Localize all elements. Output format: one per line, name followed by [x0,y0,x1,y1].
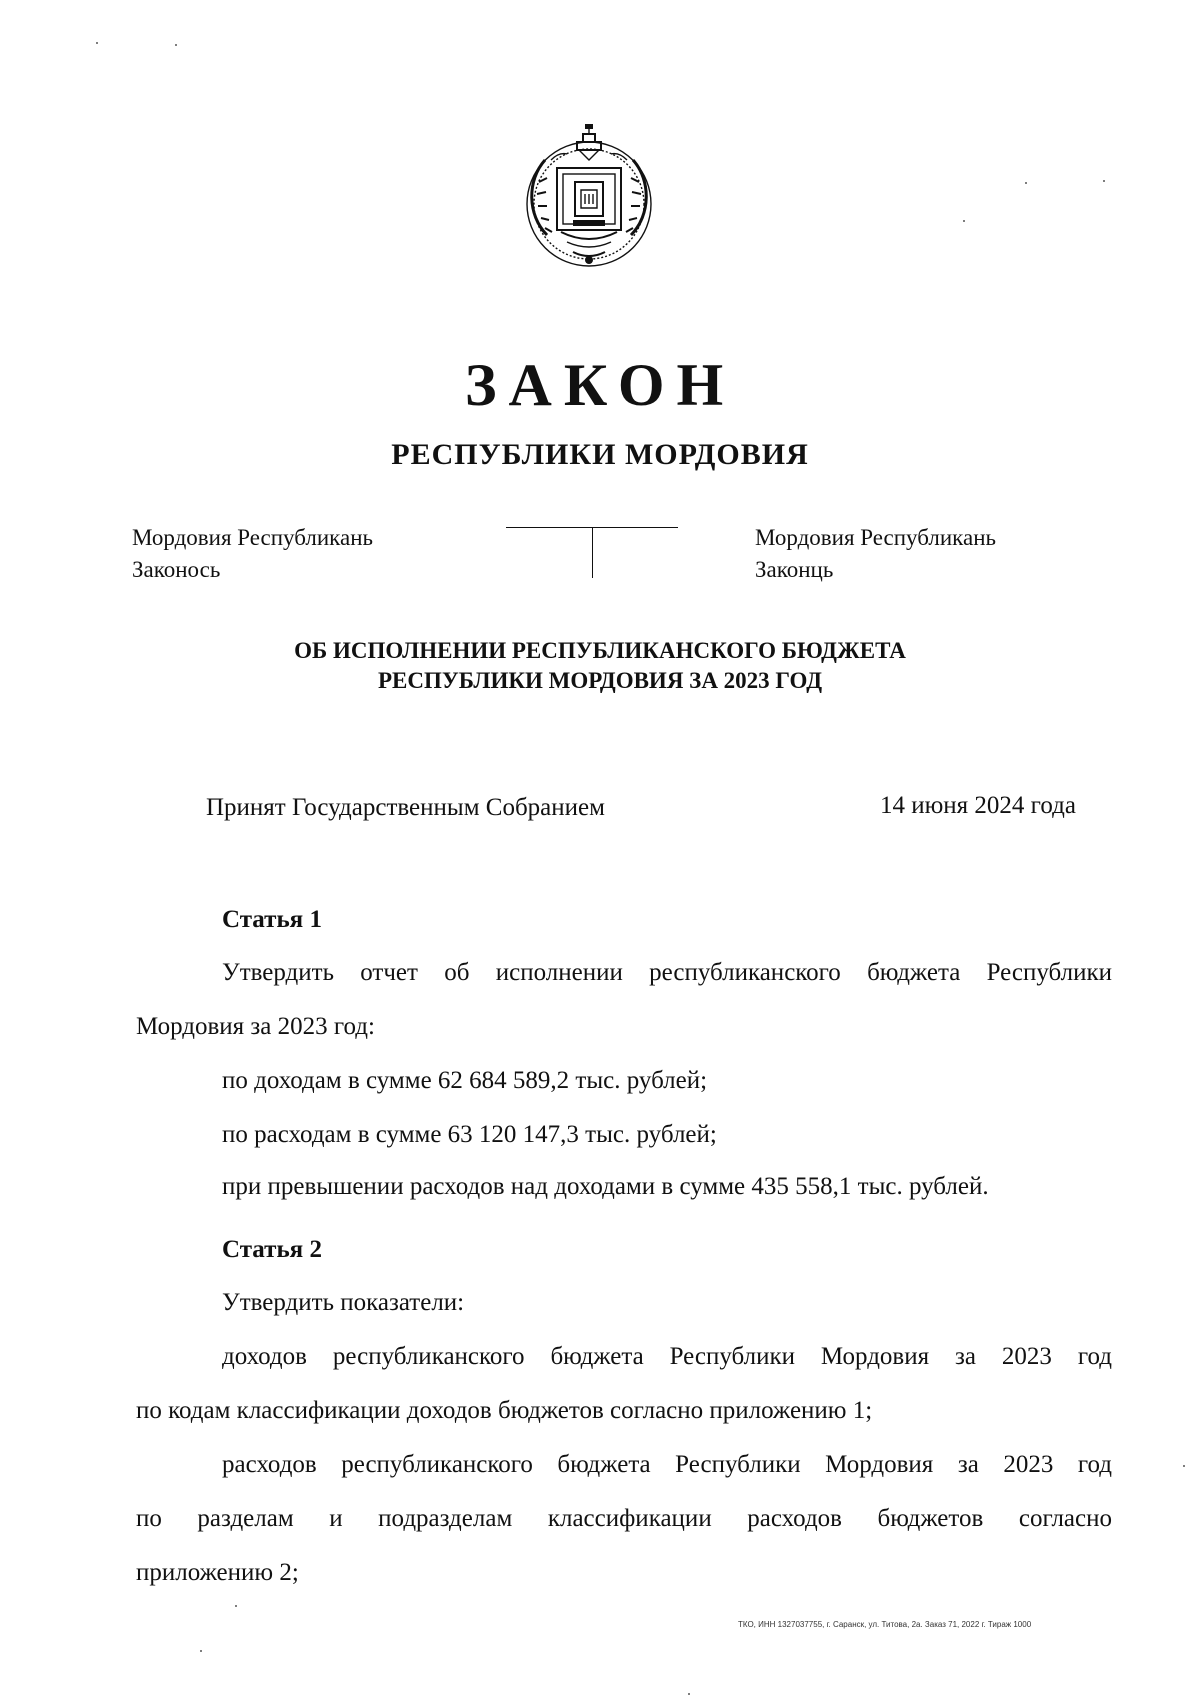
side-label-right-line1: Мордовия Республикань [755,525,997,550]
article-2-p1-line2: по кодам классификации доходов бюджетов согласно приложению 1; [136,1397,873,1424]
registration-line-vertical [592,528,593,578]
scan-speck [235,1605,237,1607]
side-label-left-line1: Мордовия Республикань [132,525,374,550]
scan-speck [1183,1465,1185,1467]
article-1-intro-line2: Мордовия за 2023 год: [136,1013,375,1040]
article-1-item-deficit: при превышении расходов над доходами в сумме 435 558,1 тыс. рублей. [222,1173,989,1200]
scan-speck [1103,180,1105,182]
article-2-p2-line3: приложению 2; [136,1559,299,1586]
scan-speck [96,42,98,44]
scan-speck [200,1650,202,1652]
scan-speck [175,44,177,46]
law-title: ЗАКОН [464,352,736,418]
article-1-item-expenses: по расходам в сумме 63 120 147,3 тыс. рублей; [222,1121,717,1148]
document-title-line1: ОБ ИСПОЛНЕНИИ РЕСПУБЛИКАНСКОГО БЮДЖЕТА [294,638,906,663]
adoption-text: Принят Государственным Собранием [206,794,605,821]
scan-speck [963,220,965,222]
document-title-line2: РЕСПУБЛИКИ МОРДОВИЯ ЗА 2023 ГОД [377,668,823,693]
article-1-item-income: по доходам в сумме 62 684 589,2 тыс. рублей; [222,1067,708,1094]
side-label-left [132,522,373,586]
article-2-p1-line1: доходов республиканского бюджета Республики Мордовия за 2023 год [222,1343,1112,1370]
article-2-heading: Статья 2 [222,1236,322,1263]
adoption-date: 14 июня 2024 года [880,792,1076,819]
document-title [0,636,1200,696]
coat-of-arms-emblem [517,120,661,274]
law-subtitle: РЕСПУБЛИКИ МОРДОВИЯ [391,438,809,471]
print-info-footer: ТКО, ИНН 1327037755, г. Саранск, ул. Титова, 2а. Заказ 71, 2022 г. Тираж 1000 [738,1620,1032,1629]
side-label-left-line2: Законось [132,557,221,582]
article-1-heading: Статья 1 [222,906,322,933]
side-label-right-line2: Законць [755,557,834,582]
article-2-intro: Утвердить показатели: [222,1289,465,1316]
scan-speck [1025,182,1027,184]
article-2-p2-line2: по разделам и подразделам классификации расходов бюджетов согласно [136,1505,1112,1532]
article-1-intro-line1: Утвердить отчет об исполнении республиканского бюджета Республики [222,959,1112,986]
side-label-right [755,522,996,586]
article-2-p2-line1: расходов республиканского бюджета Республики Мордовия за 2023 год [222,1451,1112,1478]
scan-speck [688,1693,690,1695]
